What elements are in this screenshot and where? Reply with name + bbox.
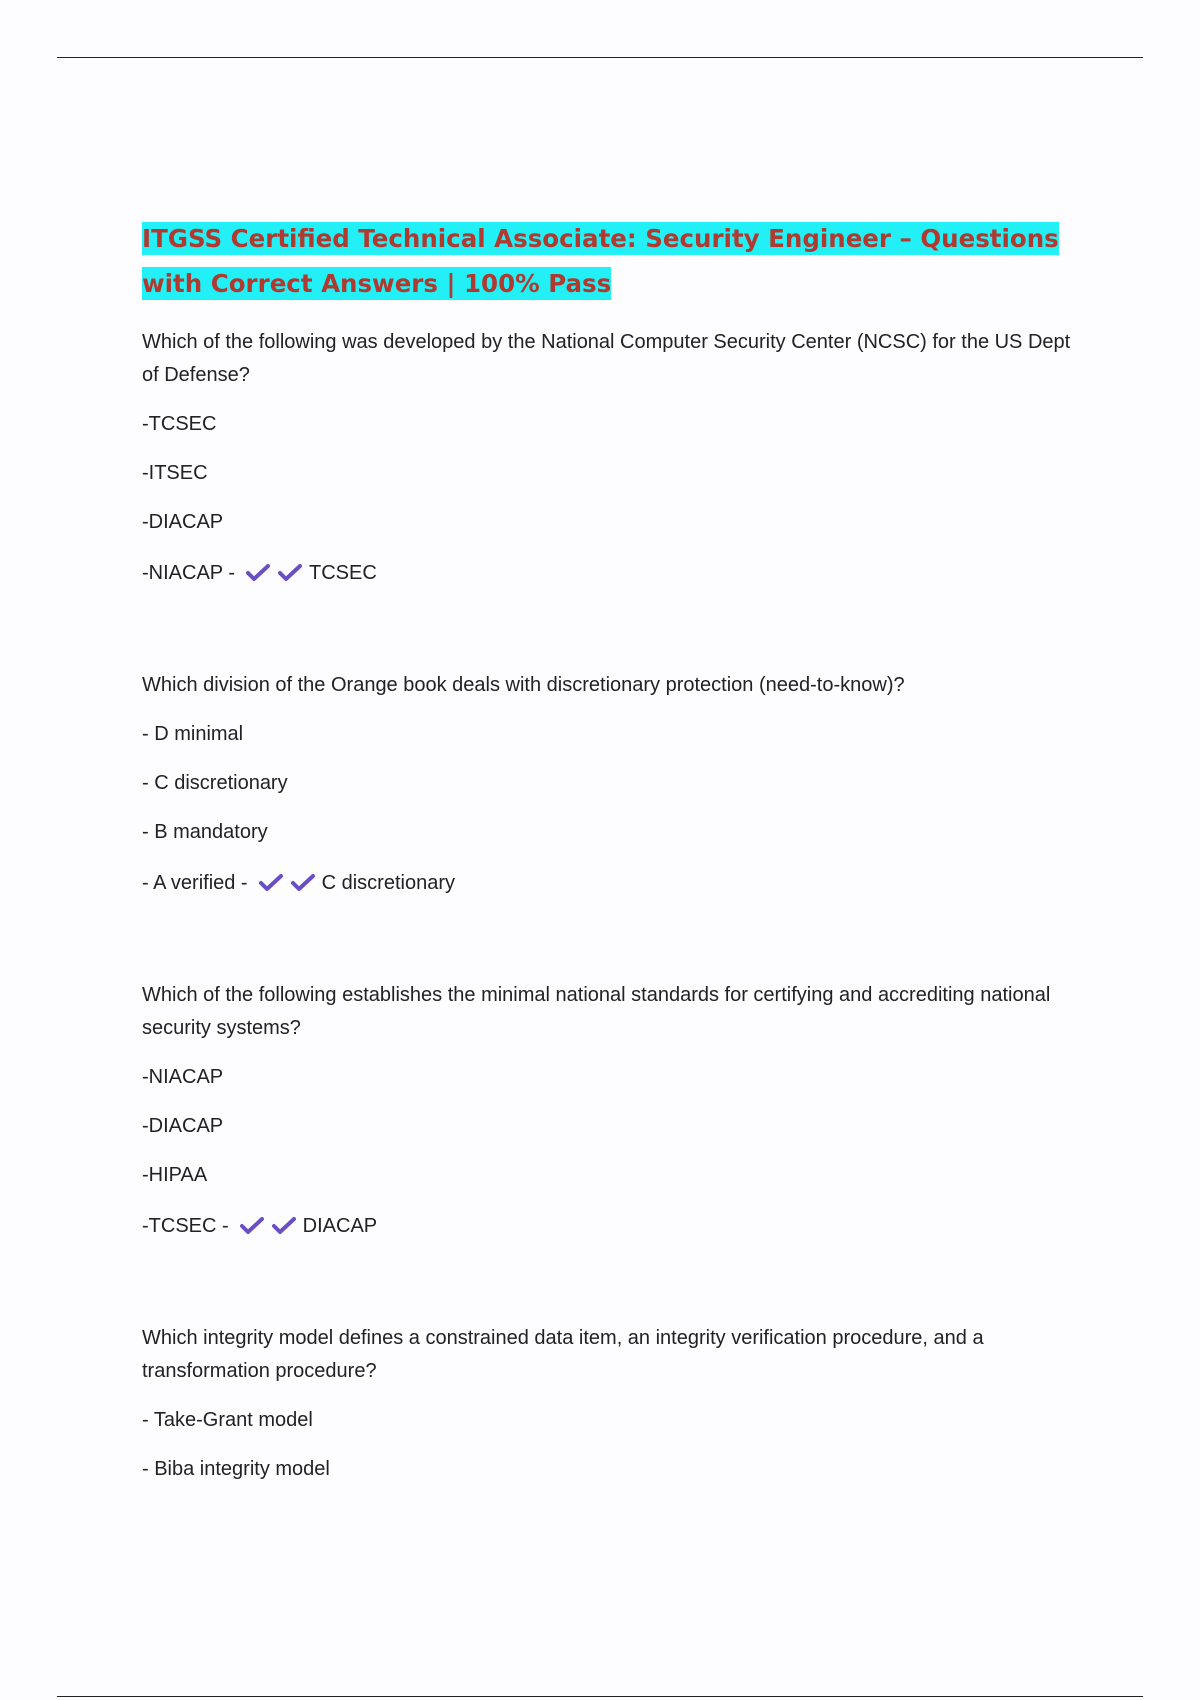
question-block-3 bbox=[142, 979, 1072, 1244]
option-item: -TCSEC bbox=[142, 413, 217, 435]
question-text: Which of the following was developed by the National Computer Security Center (NCSC) for the US Dept of Defense? bbox=[142, 331, 1071, 386]
option-item: - Take-Grant model bbox=[142, 1409, 313, 1431]
option-item: -DIACAP bbox=[142, 1115, 224, 1137]
question-text: Which of the following establishes the minimal national standards for certifying and accrediting national security systems? bbox=[142, 984, 1051, 1039]
question-block-4 bbox=[142, 1322, 1072, 1486]
option-item: -NIACAP bbox=[142, 1066, 224, 1088]
checkmark-icon bbox=[239, 1215, 265, 1237]
question-text: Which integrity model defines a constrained data item, an integrity verification procedure, and a transformation procedure? bbox=[142, 1327, 984, 1382]
checkmark-icon bbox=[277, 562, 303, 584]
option-item: -TCSEC - bbox=[142, 1215, 229, 1237]
answer-line bbox=[142, 865, 1072, 901]
correct-answer: DIACAP bbox=[302, 1215, 378, 1237]
answer-line bbox=[142, 555, 1072, 591]
document-title-text: ITGSS Certified Technical Associate: Security Engineer – Questions with Correct Answers | 100% Pass bbox=[142, 224, 1059, 298]
option-item: -ITSEC bbox=[142, 462, 208, 484]
header-rule bbox=[57, 57, 1143, 58]
option-item: - Biba integrity model bbox=[142, 1458, 330, 1480]
question-block-2 bbox=[142, 669, 1072, 901]
document-title bbox=[142, 216, 1072, 306]
option-item: -HIPAA bbox=[142, 1164, 208, 1186]
document-body bbox=[142, 216, 1072, 1502]
option-item: -NIACAP - bbox=[142, 562, 235, 584]
option-item: - C discretionary bbox=[142, 772, 288, 794]
checkmark-icon bbox=[271, 1215, 297, 1237]
answer-line bbox=[142, 1208, 1072, 1244]
question-text: Which division of the Orange book deals with discretionary protection (need-to-know)? bbox=[142, 674, 905, 696]
question-block-1 bbox=[142, 326, 1072, 591]
option-item: - B mandatory bbox=[142, 821, 268, 843]
option-item: - A verified - bbox=[142, 872, 248, 894]
footer-rule bbox=[57, 1696, 1143, 1697]
checkmark-icon bbox=[258, 872, 284, 894]
checkmark-icon bbox=[245, 562, 271, 584]
correct-answer: TCSEC bbox=[308, 562, 377, 584]
checkmark-icon bbox=[290, 872, 316, 894]
option-item: -DIACAP bbox=[142, 511, 224, 533]
option-item: - D minimal bbox=[142, 723, 244, 745]
correct-answer: C discretionary bbox=[321, 872, 455, 894]
